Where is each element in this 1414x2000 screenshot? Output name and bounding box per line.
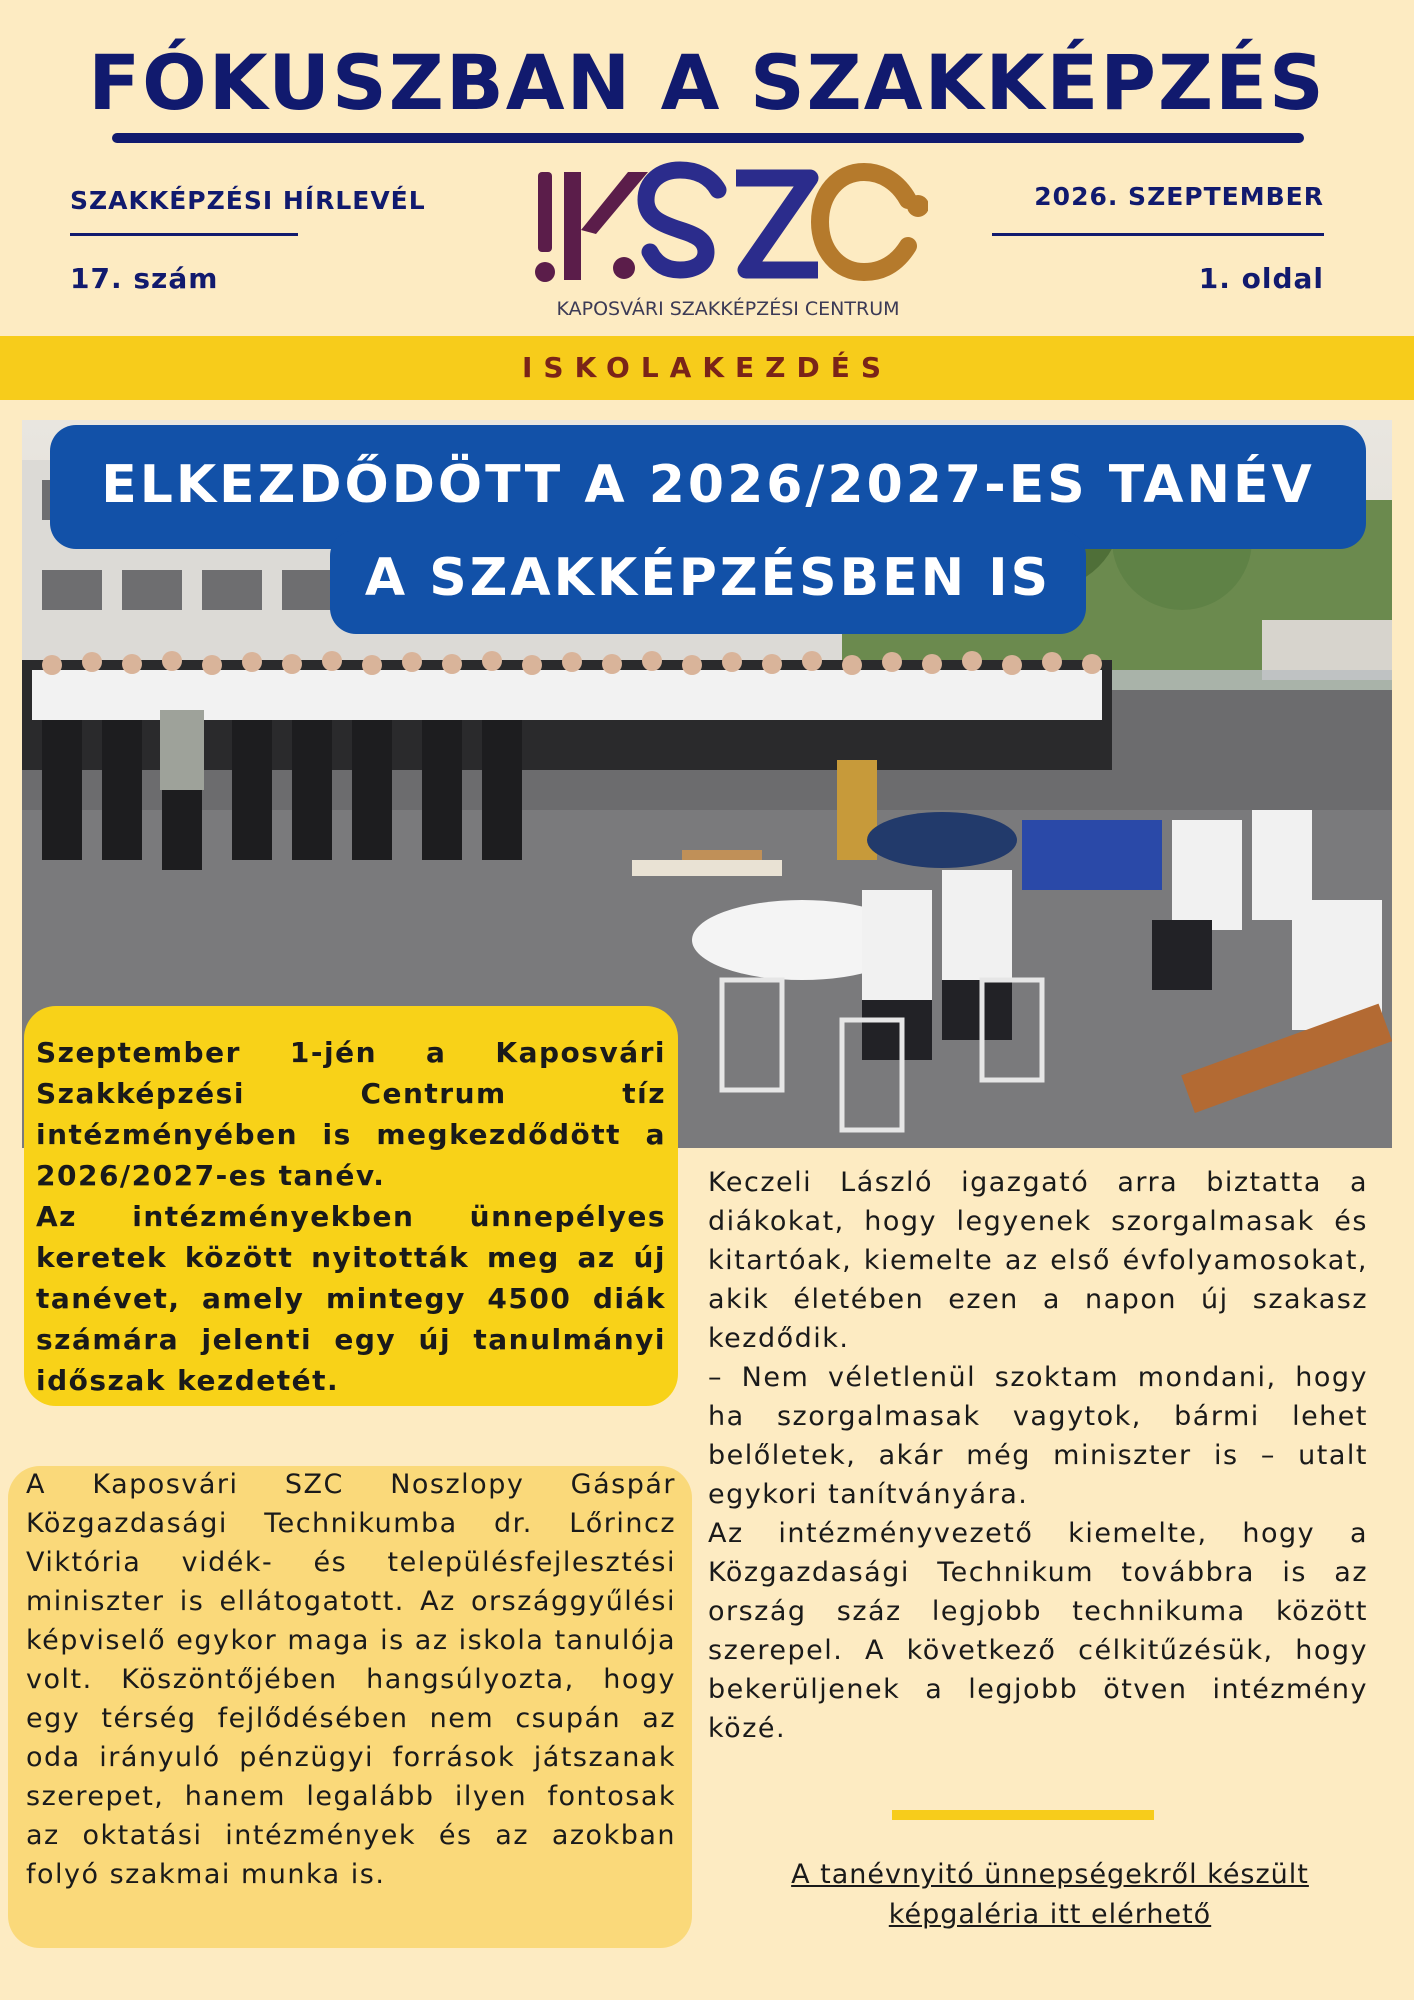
- logo-letter-z: [736, 178, 818, 270]
- logo-exclamation-dot: [535, 262, 555, 282]
- body-right-paragraph-1: Keczeli László igazgató arra biztatta a diákokat, hogy legyenek szorgalmasak és kitartóak, kiemelte az első évfolyamosokat, akik életében ezen a napon új szakasz kezdődik.: [708, 1167, 1368, 1354]
- logo-subtitle: KAPOSVÁRI SZAKKÉPZÉSI CENTRUM: [556, 298, 900, 320]
- body-left-text: [26, 1465, 676, 1894]
- newsletter-title: FÓKUSZBAN A SZAKKÉPZÉS: [88, 38, 1326, 127]
- issue-date: 2026. SZEPTEMBER: [1034, 182, 1324, 211]
- logo-letter-c-dot: [907, 195, 928, 217]
- gallery-link[interactable]: A tanévnyitó ünnepségekről készült képgaléria itt elérhető: [791, 1859, 1309, 1930]
- lead-text: [36, 1032, 666, 1401]
- headline-line-2: A SZAKKÉPZÉSBEN IS: [330, 530, 1086, 634]
- section-label: ISKOLAKEZDÉS: [522, 351, 892, 384]
- body-right-paragraph-3: Az intézményvezető kiemelte, hogy a Közgazdasági Technikum továbbra is az ország száz legjobb technikuma között szerepel. A következő célkitűzésük, hogy bekerüljenek a legjobb ötven intézmény közé.: [708, 1518, 1368, 1744]
- logo-exclamation-bar: [538, 172, 552, 252]
- body-right-paragraph-2: – Nem véletlenül szoktam mondani, hogy ha szorgalmasak vagytok, bármi lehet belőletek, akár még miniszter is – utalt egykori tanítványára.: [708, 1362, 1368, 1510]
- page-number: 1. oldal: [1198, 262, 1324, 295]
- logo-letter-k-stem: [564, 172, 581, 280]
- body-right-text: [708, 1163, 1368, 1748]
- logo-letter-c: [820, 172, 908, 272]
- newsletter-label: SZAKKÉPZÉSI HÍRLEVÉL: [70, 186, 426, 215]
- issue-number: 17. szám: [70, 262, 219, 295]
- headline-line-1: ELKEZDŐDÖTT A 2026/2027-ES TANÉV: [50, 425, 1366, 549]
- newsletter-label-rule: [70, 233, 298, 236]
- issue-date-rule: [992, 233, 1324, 236]
- logo-letter-k-dot: [613, 257, 635, 279]
- gallery-divider: [892, 1810, 1154, 1820]
- body-left-paragraph-1: A Kaposvári SZC Noszlopy Gáspár Közgazdasági Technikumba dr. Lőrincz Viktória vidék- és településfejlesztési miniszter is ellátogatott. Az országgyűlési képviselő egykor maga is az iskola tanulója volt. Köszöntőjében hangsúlyozta, hogy egy térség fejlődésében nem csupán az oda irányuló pénzügyi források játszanak szerepet, hanem legalább ilyen fontosak az oktatási intézmények és az azokban folyó szakmai munka is.: [26, 1469, 676, 1890]
- title-underline: [112, 133, 1304, 143]
- lead-paragraph-2: Az intézményekben ünnepélyes keretek között nyitották meg az új tanévet, amely mintegy 4500 diák számára jelenti egy új tanulmányi időszak kezdetét.: [36, 1200, 666, 1397]
- logo-letter-s: [646, 170, 718, 270]
- kszc-logo: [528, 160, 928, 320]
- lead-paragraph-1: Szeptember 1-jén a Kaposvári Szakképzési Centrum tíz intézményében is megkezdődött a 2026/2027-es tanév.: [36, 1036, 666, 1192]
